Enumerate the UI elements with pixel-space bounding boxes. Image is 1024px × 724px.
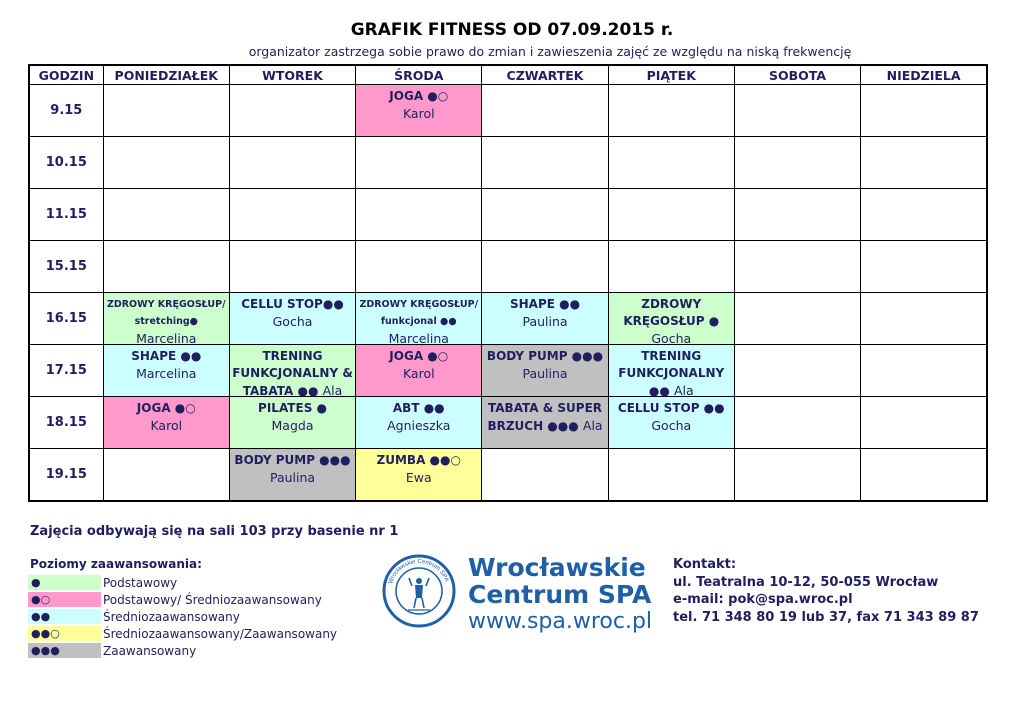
schedule-row (29, 449, 987, 502)
time-slot: 9.15 (29, 85, 103, 137)
class-name (482, 400, 607, 417)
empty-cell (608, 189, 734, 241)
class-name (482, 417, 607, 435)
time-slot: 19.15 (29, 449, 103, 502)
schedule-table (28, 64, 988, 502)
class-cell (356, 449, 482, 502)
class-entry (482, 293, 607, 344)
class-name (104, 313, 229, 330)
class-name-text: ZDROWY KRĘGOSŁUP/ (359, 299, 479, 310)
schedule-row (29, 241, 987, 293)
class-entry (609, 345, 734, 396)
class-name (230, 452, 355, 469)
column-header-day: NIEDZIELA (861, 65, 987, 85)
instructor-name: Marcelina (388, 331, 449, 346)
class-name-text: BRZUCH ●●● (487, 419, 579, 433)
class-entry (356, 345, 481, 396)
class-name-text: KRĘGOSŁUP ● (623, 314, 720, 328)
class-entry (356, 397, 481, 448)
legend-label: Zaawansowany (103, 643, 197, 658)
class-name (356, 400, 481, 417)
class-name-text: TABATA ●● (242, 384, 319, 398)
legend-symbol: ●● (28, 609, 101, 624)
class-cell (608, 397, 734, 449)
empty-cell (356, 189, 482, 241)
legend-title: Poziomy zaawansowania: (30, 557, 202, 571)
empty-cell (734, 449, 860, 502)
class-name-text: funkcjonal ●● (380, 316, 457, 327)
empty-cell (861, 241, 987, 293)
class-name (356, 313, 481, 330)
class-name-text: TRENING (641, 349, 702, 363)
instructor-name: Agnieszka (387, 418, 451, 433)
empty-cell (229, 85, 355, 137)
class-name (482, 296, 607, 313)
legend-symbol: ●○ (28, 592, 101, 607)
time-slot: 11.15 (29, 189, 103, 241)
class-cell (482, 293, 608, 345)
instructor-name: Paulina (522, 366, 568, 381)
instructor-name: Ala (322, 383, 343, 398)
empty-cell (608, 241, 734, 293)
class-cell (356, 345, 482, 397)
contact-phone: tel. 71 348 80 19 lub 37, fax 71 343 89 87 (673, 609, 979, 625)
instructor-name: Marcelina (136, 366, 197, 381)
class-entry (356, 85, 481, 136)
class-entry (356, 449, 481, 500)
class-name (356, 296, 481, 313)
instructor-name: Karol (150, 418, 183, 433)
empty-cell (229, 137, 355, 189)
logo-website-link[interactable]: www.spa.wroc.pl (468, 609, 653, 634)
instructor-name: Gocha (272, 314, 313, 329)
empty-cell (482, 137, 608, 189)
empty-cell (229, 189, 355, 241)
class-name (482, 348, 607, 365)
empty-cell (482, 189, 608, 241)
class-entry (482, 345, 607, 396)
class-cell (356, 293, 482, 345)
time-slot: 17.15 (29, 345, 103, 397)
class-cell (482, 397, 608, 449)
class-entry (230, 293, 355, 344)
schedule-row (29, 189, 987, 241)
class-entry (104, 293, 229, 344)
time-slot: 10.15 (29, 137, 103, 189)
class-name-text: ZDROWY KRĘGOSŁUP/ (106, 299, 226, 310)
class-entry (230, 449, 355, 500)
seal-text: Wrocławskie Centrum SPA (387, 558, 450, 585)
column-header-day: CZWARTEK (482, 65, 608, 85)
schedule-row (29, 345, 987, 397)
instructor-name: Karol (402, 366, 435, 381)
column-header-day: SOBOTA (734, 65, 860, 85)
empty-cell (734, 345, 860, 397)
empty-cell (103, 85, 229, 137)
empty-cell (103, 189, 229, 241)
class-entry (104, 397, 229, 448)
instructor-name: Karol (402, 106, 435, 121)
class-name-text: ●● (648, 384, 670, 398)
levels-legend (28, 574, 348, 659)
class-cell (482, 345, 608, 397)
class-name-text: FUNKCJONALNY (618, 366, 725, 380)
class-cell (103, 397, 229, 449)
legend-item (28, 608, 348, 625)
legend-item (28, 574, 348, 591)
empty-cell (482, 85, 608, 137)
schedule-body (29, 85, 987, 502)
class-name (356, 348, 481, 365)
contact-email[interactable]: e-mail: pok@spa.wroc.pl (673, 592, 853, 607)
empty-cell (356, 241, 482, 293)
spa-logo (382, 554, 652, 634)
empty-cell (229, 241, 355, 293)
schedule-row (29, 85, 987, 137)
legend-item (28, 625, 348, 642)
instructor-name: Ewa (405, 470, 432, 485)
empty-cell (608, 449, 734, 502)
instructor-name: Ala (673, 383, 694, 398)
legend-label: Średniozaawansowany/Zaawansowany (103, 626, 338, 641)
instructor-name: Marcelina (136, 331, 197, 346)
empty-cell (861, 345, 987, 397)
empty-cell (861, 85, 987, 137)
empty-cell (734, 397, 860, 449)
empty-cell (861, 449, 987, 502)
room-note: Zajęcia odbywają się na sali 103 przy basenie nr 1 (30, 524, 399, 539)
column-header-day: PONIEDZIAŁEK (103, 65, 229, 85)
class-name-text: SHAPE ●● (509, 297, 581, 311)
class-entry (104, 345, 229, 396)
instructor-name: Paulina (522, 314, 568, 329)
empty-cell (482, 449, 608, 502)
legend-label: Podstawowy/ Średniozaawansowany (103, 592, 322, 607)
instructor-name: Magda (271, 418, 314, 433)
page-title: GRAFIK FITNESS OD 07.09.2015 r. (350, 20, 674, 40)
empty-cell (103, 449, 229, 502)
class-name-text: TRENING (262, 349, 323, 363)
schedule-row (29, 397, 987, 449)
class-cell (229, 397, 355, 449)
schedule-row (29, 137, 987, 189)
schedule-row (29, 293, 987, 345)
legend-symbol: ●●● (28, 643, 101, 658)
class-name-text: SHAPE ●● (131, 349, 202, 363)
legend-label: Średniozaawansowany (103, 609, 240, 624)
class-cell (103, 345, 229, 397)
empty-cell (861, 137, 987, 189)
legend-item (28, 591, 348, 608)
time-slot: 16.15 (29, 293, 103, 345)
class-name-text: JOGA ●○ (136, 401, 196, 415)
class-name-text: ABT ●● (392, 401, 445, 415)
class-name (104, 400, 229, 417)
class-name (230, 296, 355, 313)
empty-cell (103, 137, 229, 189)
class-name (230, 400, 355, 417)
class-name (609, 313, 734, 330)
empty-cell (608, 137, 734, 189)
class-name-text: BODY PUMP ●●● (486, 349, 604, 363)
class-name (230, 348, 355, 365)
class-name (356, 88, 481, 105)
legend-item (28, 642, 348, 659)
class-cell (229, 345, 355, 397)
empty-cell (861, 397, 987, 449)
contact-address: ul. Teatralna 10-12, 50-055 Wrocław (673, 574, 939, 590)
class-name (609, 348, 734, 365)
class-name (104, 296, 229, 313)
class-cell (356, 397, 482, 449)
class-entry (609, 397, 734, 448)
empty-cell (734, 137, 860, 189)
class-name-text: TABATA & SUPER (488, 401, 603, 415)
class-name-text: CELLU STOP●● (241, 297, 344, 311)
instructor-name: Paulina (269, 470, 316, 485)
time-slot: 18.15 (29, 397, 103, 449)
class-name-text: JOGA ●○ (389, 89, 449, 103)
class-cell (356, 85, 482, 137)
class-name-text: stretching● (134, 316, 198, 327)
instructor-name: Gocha (651, 331, 692, 346)
empty-cell (734, 189, 860, 241)
contact-block (673, 556, 979, 626)
class-name-text: PILATES ● (258, 401, 327, 415)
legend-symbol: ●●○ (28, 626, 101, 641)
class-entry (230, 345, 355, 396)
empty-cell (734, 85, 860, 137)
class-name-text: ZUMBA ●●○ (376, 453, 461, 467)
empty-cell (734, 241, 860, 293)
class-cell (229, 293, 355, 345)
time-slot: 15.15 (29, 241, 103, 293)
class-name (609, 400, 734, 417)
class-name (609, 365, 734, 382)
legend-symbol: ● (28, 575, 101, 590)
class-name (609, 296, 734, 313)
column-header-day: WTOREK (229, 65, 355, 85)
class-cell (103, 293, 229, 345)
class-name (230, 365, 355, 382)
class-entry (230, 397, 355, 448)
class-name (356, 452, 481, 469)
class-cell (608, 345, 734, 397)
class-cell (608, 293, 734, 345)
class-name-text: FUNKCJONALNY & (232, 366, 353, 380)
class-entry (482, 397, 607, 448)
logo-line-2: Centrum SPA (468, 580, 652, 609)
class-entry (356, 293, 481, 344)
class-name-text: JOGA ●○ (389, 349, 449, 363)
column-header-time: GODZIN (29, 65, 103, 85)
column-header-day: ŚRODA (356, 65, 482, 85)
logo-line-1: Wrocławskie (468, 553, 646, 582)
page-subtitle: organizator zastrzega sobie prawo do zmian i zawieszenia zajęć ze względu na niską frekwencję (248, 44, 852, 59)
logo-text (468, 554, 652, 636)
empty-cell (103, 241, 229, 293)
schedule-header-row (29, 65, 987, 85)
empty-cell (734, 293, 860, 345)
spa-seal-icon (382, 554, 456, 628)
empty-cell (861, 189, 987, 241)
instructor-name: Gocha (651, 418, 692, 433)
class-cell (229, 449, 355, 502)
class-name (104, 348, 229, 365)
empty-cell (861, 293, 987, 345)
class-name-text: ZDROWY (641, 297, 702, 311)
class-name-text: BODY PUMP ●●● (234, 453, 351, 467)
empty-cell (482, 241, 608, 293)
instructor-name: Ala (582, 418, 603, 433)
column-header-day: PIĄTEK (608, 65, 734, 85)
class-entry (609, 293, 734, 344)
class-name (230, 382, 355, 400)
class-name-text: CELLU STOP ●● (617, 401, 725, 415)
empty-cell (608, 85, 734, 137)
contact-title: Kontakt: (673, 557, 737, 572)
empty-cell (356, 137, 482, 189)
legend-label: Podstawowy (103, 575, 178, 590)
